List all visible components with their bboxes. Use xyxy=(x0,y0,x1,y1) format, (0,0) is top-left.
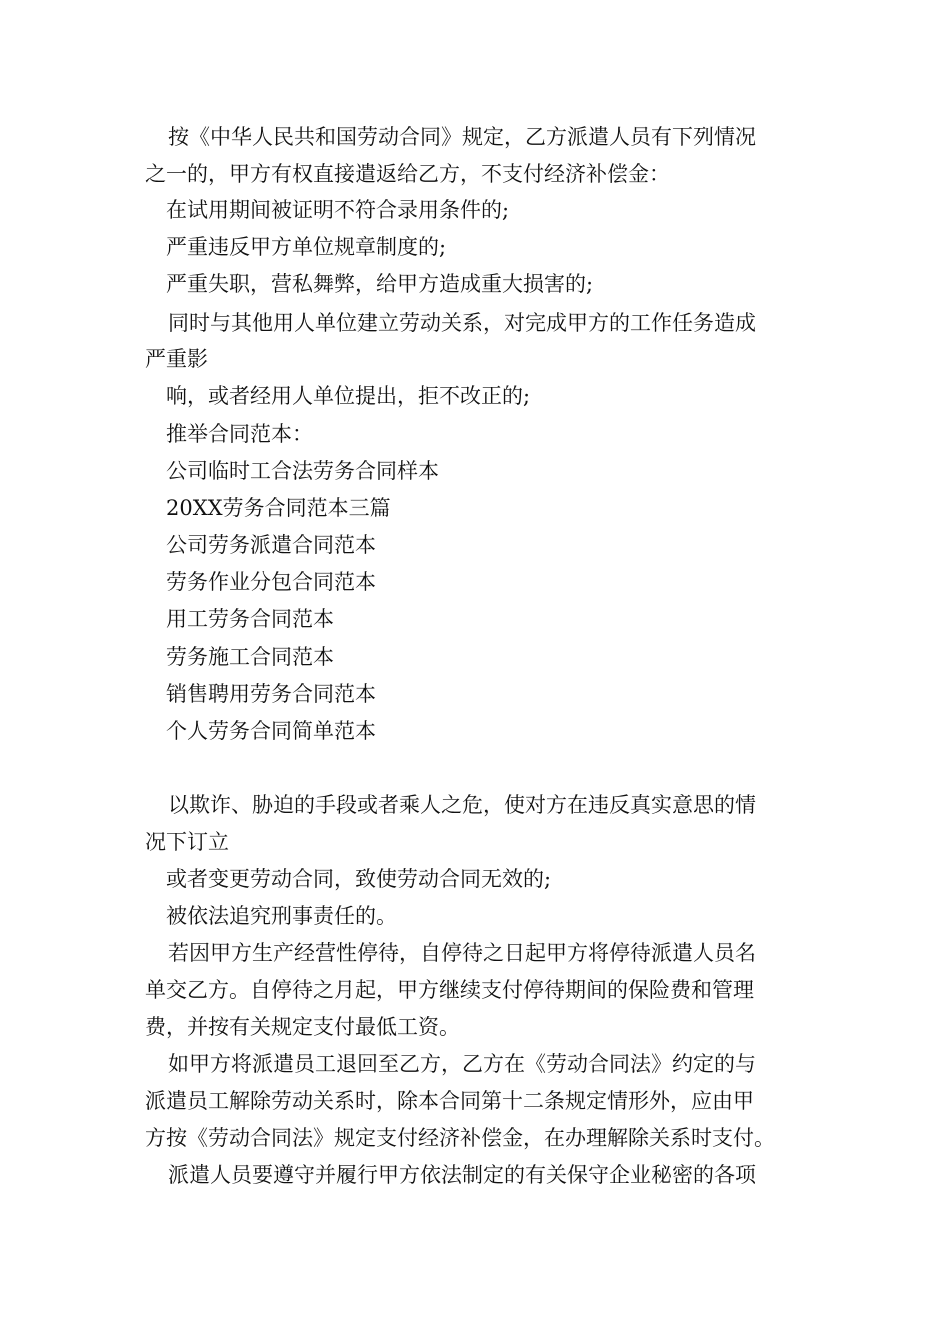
text-line: 按《中华人民共和国劳动合同》规定，乙方派遣人员有下列情况 xyxy=(168,125,756,149)
text-line: 况下订立 xyxy=(145,830,229,854)
text-line: 若因甲方生产经营性停待，自停待之日起甲方将停待派遣人员名 xyxy=(168,941,756,965)
text-line: 派遣人员要遵守并履行甲方依法制定的有关保守企业秘密的各项 xyxy=(168,1163,756,1187)
text-line: 之一的，甲方有权直接遣返给乙方，不支付经济补偿金： xyxy=(145,162,670,186)
text-line: 响，或者经用人单位提出，拒不改正的; xyxy=(166,384,531,408)
text-line: 或者变更劳动合同，致使劳动合同无效的; xyxy=(166,867,552,891)
text-line: 严重违反甲方单位规章制度的; xyxy=(166,235,447,259)
text-line: 劳务作业分包合同范本 xyxy=(166,570,376,594)
text-line: 销售聘用劳务合同范本 xyxy=(166,682,376,706)
text-line: 推举合同范本： xyxy=(166,422,313,446)
text-line: 如甲方将派遣员工退回至乙方，乙方在《劳动合同法》约定的与 xyxy=(168,1052,756,1076)
text-line: 劳务施工合同范本 xyxy=(166,645,334,669)
text-line: 严重失职，营私舞弊，给甲方造成重大损害的; xyxy=(166,272,594,296)
text-line: 20XX劳务合同范本三篇 xyxy=(166,496,391,520)
text-line: 同时与其他用人单位建立劳动关系，对完成甲方的工作任务造成 xyxy=(168,311,756,335)
text-line: 以欺诈、胁迫的手段或者乘人之危，使对方在违反真实意思的情 xyxy=(168,793,756,817)
text-line: 派遣员工解除劳动关系时，除本合同第十二条规定情形外，应由甲 xyxy=(145,1089,754,1113)
text-line: 公司临时工合法劳务合同样本 xyxy=(166,459,439,483)
text-line: 个人劳务合同简单范本 xyxy=(166,719,376,743)
text-line: 用工劳务合同范本 xyxy=(166,607,334,631)
text-line: 严重影 xyxy=(145,347,208,371)
text-line: 费，并按有关规定支付最低工资。 xyxy=(145,1015,460,1039)
text-line: 方按《劳动合同法》规定支付经济补偿金，在办理解除关系时支付。 xyxy=(145,1126,775,1150)
text-line: 被依法追究刑事责任的。 xyxy=(166,904,397,928)
text-line: 在试用期间被证明不符合录用条件的; xyxy=(166,198,510,222)
text-line: 单交乙方。自停待之月起，甲方继续支付停待期间的保险费和管理 xyxy=(145,978,754,1002)
text-line: 公司劳务派遣合同范本 xyxy=(166,533,376,557)
